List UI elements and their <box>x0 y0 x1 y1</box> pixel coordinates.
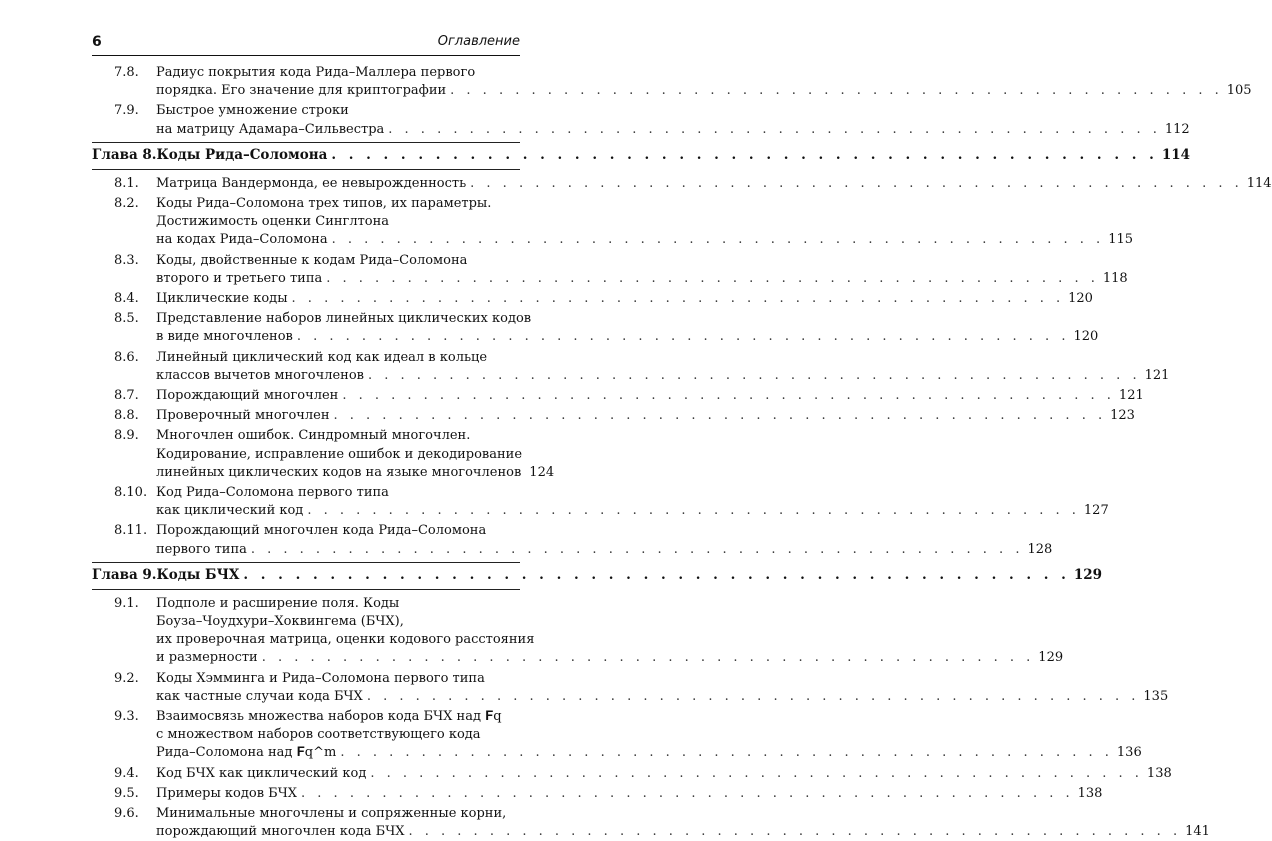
section-title: Многочлен ошибок. Синдромный многочлен. <box>156 428 471 444</box>
leader-dots: . . . . . . . . . . . . . . . . . . . . . . . . . . . . . . . . . . . . . . . . . . . . . . . . <box>296 329 1070 345</box>
section-page: 105 <box>1226 83 1252 99</box>
section-number: 9.1. <box>114 595 139 611</box>
toc-entry-row <box>0 175 1272 193</box>
toc-entry-row <box>0 349 600 367</box>
section-title: Радиус покрытия кода Рида–Маллера первого <box>156 65 476 80</box>
section-title: Боуза–Чоудхури–Хоквингема (БЧХ), <box>156 614 404 629</box>
section-title-line <box>156 688 1169 706</box>
section-page: 120 <box>1073 329 1099 345</box>
leader-dots: . . . . . . . . . . . . . . . . . . . . . . . . . . . . . . . . . . . . . . . . . . . . . . . . <box>340 745 1113 761</box>
section-title: Примеры кодов БЧХ <box>156 785 298 801</box>
section-title: Коды, двойственные к кодам Рида–Соломона <box>156 252 468 268</box>
toc-entry-row <box>0 290 1093 308</box>
section-title-line <box>156 541 1053 559</box>
leader-dots: . . . . . . . . . . . . . . . . . . . . . . . . . . . . . . . . . . . . . . . . . . . . . . . . <box>450 83 1223 99</box>
section-title-line <box>156 464 555 482</box>
section-title: второго и третьего типа <box>156 270 323 286</box>
section-title: Подполе и расширение поля. Коды <box>156 595 400 611</box>
toc-entry-row <box>0 708 600 726</box>
leader-dots: . . . . . . . . . . . . . . . . . . . . . . . . . . . . . . . . . . . . . . . . . . . . . . . . <box>331 232 1105 248</box>
section-number: 8.8. <box>114 408 139 424</box>
section-title: классов вычетов многочленов <box>156 367 364 383</box>
section-page: 124 <box>529 464 555 480</box>
section-title-line <box>156 823 1210 841</box>
leader-dots: . . . . . . . . . . . . . . . . . . . . . . . . . . . . . . . . . . . . . . . . . . . . . . . . <box>243 566 1070 583</box>
section-title: порождающий многочлен кода БЧХ <box>156 824 405 840</box>
chapter-label: Глава 8. <box>92 146 157 163</box>
section-title: Минимальные многочлены и сопряженные корни, <box>156 806 507 821</box>
toc-entry-row <box>0 82 1252 100</box>
toc-entry-row <box>0 464 600 482</box>
chapter-line <box>92 566 1103 584</box>
section-number: 9.2. <box>114 670 139 686</box>
section-page: 127 <box>1083 503 1109 519</box>
section-title: Коды Рида–Соломона трех типов, их параметры. <box>156 196 492 211</box>
section-page: 118 <box>1102 270 1128 286</box>
section-title: Циклические коды <box>156 291 288 306</box>
section-page: 120 <box>1068 291 1093 306</box>
chapter-separator <box>92 589 520 590</box>
toc-entry-row <box>0 387 1144 405</box>
section-page: 121 <box>1144 367 1170 383</box>
section-number: 8.5. <box>114 311 139 327</box>
section-title-line <box>156 121 1190 139</box>
toc-entry-row <box>0 64 600 82</box>
section-title-line <box>156 270 1128 288</box>
chapter-row <box>0 146 1191 164</box>
toc-entry-row <box>0 231 1134 249</box>
toc-entry-row <box>0 427 600 445</box>
section-number: 8.1. <box>114 175 139 191</box>
section-number: 8.4. <box>114 291 139 306</box>
section-number: 8.6. <box>114 349 139 365</box>
section-title: порядка. Его значение для криптографии <box>156 83 447 99</box>
section-title: линейных циклических кодов на языке многочленов <box>156 464 522 480</box>
section-title: первого типа <box>156 541 247 557</box>
section-title-line <box>156 744 1142 762</box>
chapter-title: Коды БЧХ <box>156 566 240 583</box>
section-number: 8.11. <box>114 523 148 539</box>
chapter-row <box>0 566 1103 584</box>
section-number: 9.4. <box>114 765 139 781</box>
section-title: Представление наборов линейных циклических кодов <box>156 311 532 327</box>
section-title-line <box>156 328 1099 346</box>
section-title: на кодах Рида–Соломона <box>156 232 328 248</box>
leader-dots: . . . . . . . . . . . . . . . . . . . . . . . . . . . . . . . . . . . . . . . . . . . . . . . . <box>388 121 1161 137</box>
toc-entry-row <box>0 102 600 120</box>
leader-dots: . . . . . . . . . . . . . . . . . . . . . . . . . . . . . . . . . . . . . . . . . . . . . . . . <box>408 824 1182 840</box>
section-title-line <box>156 765 1172 783</box>
section-title-line <box>156 502 1109 520</box>
leader-dots: . . . . . . . . . . . . . . . . . . . . . . . . . . . . . . . . . . . . . . . . . . . . . . . . <box>368 367 1141 383</box>
chapter-line <box>92 146 1191 164</box>
toc-entry-row <box>0 502 1109 520</box>
section-page: 121 <box>1118 388 1144 403</box>
toc-entry-row <box>0 328 1099 346</box>
chapter-title: Коды Рида–Соломона <box>156 146 328 163</box>
toc-entry-row <box>0 252 600 270</box>
toc-entry-row <box>0 407 1135 425</box>
leader-dots: . . . . . . . . . . . . . . . . . . . . . . . . . . . . . . . . . . . . . . . . . . . . . . . . <box>301 785 1074 801</box>
section-page: 136 <box>1116 745 1142 761</box>
leader-dots: . . . . . . . . . . . . . . . . . . . . . . . . . . . . . . . . . . . . . . . . . . . . . . . . <box>307 503 1080 519</box>
section-number: 8.3. <box>114 252 139 268</box>
chapter-label: Глава 9. <box>92 566 157 583</box>
section-page: 112 <box>1164 121 1190 137</box>
section-title: в виде многочленов <box>156 329 293 345</box>
toc-entry-row <box>0 649 1064 667</box>
leader-dots: . . . . . . . . . . . . . . . . . . . . . . . . . . . . . . . . . . . . . . . . . . . . . . . . <box>291 291 1065 306</box>
section-title-line <box>156 387 1144 405</box>
toc-entry-row <box>0 310 600 328</box>
section-title-line <box>156 649 1064 667</box>
toc-entry-row <box>0 446 600 464</box>
toc-entry-row <box>0 785 1103 803</box>
chapter-page: 129 <box>1073 566 1103 583</box>
section-page: 138 <box>1146 765 1172 781</box>
toc-entry-row <box>0 522 600 540</box>
section-title: их проверочная матрица, оценки кодового расстояния <box>156 632 535 648</box>
section-number: 7.9. <box>114 103 139 119</box>
section-number: 8.2. <box>114 196 139 211</box>
section-page: 115 <box>1108 232 1134 248</box>
section-page: 135 <box>1143 688 1169 704</box>
section-number: 8.10. <box>114 485 148 500</box>
section-page: 141 <box>1185 824 1210 840</box>
section-title-line <box>156 407 1135 425</box>
leader-dots: . . . . . . . . . . . . . . . . . . . . . . . . . . . . . . . . . . . . . . . . . . . . . . . . <box>261 650 1035 666</box>
toc-entry-row <box>0 121 1190 139</box>
section-page: 138 <box>1077 785 1103 801</box>
section-title: Коды Хэмминга и Рида–Соломона первого типа <box>156 670 485 686</box>
leader-dots: . . . . . . . . . . . . . . . . . . . . . . . . . . . . . . . . . . . . . . . . . . . . . . . . <box>370 765 1143 781</box>
section-title: как циклический код <box>156 503 304 519</box>
section-number: 9.5. <box>114 785 139 801</box>
section-title: Достижимость оценки Синглтона <box>156 214 390 230</box>
section-title: Порождающий многочлен <box>156 388 339 403</box>
toc-entry-row <box>0 270 1128 288</box>
toc-entry-row <box>0 765 1172 783</box>
section-title: с множеством наборов соответствующего кода <box>156 727 481 743</box>
section-title-line <box>156 290 1093 308</box>
page-number: 6 <box>92 34 102 50</box>
chapter-page: 114 <box>1161 146 1191 163</box>
section-title: Матрица Вандермонда, ее невырожденность <box>156 175 467 191</box>
toc-entry-row <box>0 631 600 649</box>
toc-entry-row <box>0 688 1169 706</box>
chapter-separator <box>92 562 520 563</box>
leader-dots: . . . . . . . . . . . . . . . . . . . . . . . . . . . . . . . . . . . . . . . . . . . . . . . . <box>342 388 1115 403</box>
toc-entry-row <box>0 805 600 823</box>
leader-dots: . . . . . . . . . . . . . . . . . . . . . . . . . . . . . . . . . . . . . . . . . . . . . . . . <box>366 688 1140 704</box>
section-title: Код Рида–Соломона первого типа <box>156 485 389 500</box>
leader-dots: . . . . . . . . . . . . . . . . . . . . . . . . . . . . . . . . . . . . . . . . . . . . . . . . <box>470 175 1243 191</box>
section-page: 114 <box>1246 175 1272 191</box>
section-number: 9.6. <box>114 806 139 821</box>
toc-entry-row <box>0 484 600 502</box>
section-title: Код БЧХ как циклический код <box>156 765 367 781</box>
section-page: 129 <box>1038 650 1064 666</box>
chapter-separator <box>92 169 520 170</box>
leader-dots: . . . . . . . . . . . . . . . . . . . . . . . . . . . . . . . . . . . . . . . . . . . . . . . . <box>250 541 1024 557</box>
section-title: Быстрое умножение строки <box>156 103 349 119</box>
section-page: 123 <box>1110 408 1135 424</box>
leader-dots: . . . . . . . . . . . . . . . . . . . . . . . . . . . . . . . . . . . . . . . . . . . . . . . . <box>326 270 1099 286</box>
section-title: на матрицу Адамара–Сильвестра <box>156 121 385 137</box>
toc-entry-row <box>0 670 600 688</box>
section-title: Проверочный многочлен <box>156 408 330 424</box>
toc-entry-row <box>0 726 600 744</box>
section-title: Линейный циклический код как идеал в кольце <box>156 349 488 365</box>
running-title: Оглавление <box>437 34 520 49</box>
toc-entry-row <box>0 823 1210 841</box>
section-number: 8.7. <box>114 388 139 403</box>
section-title: и размерности <box>156 650 258 666</box>
section-title-line <box>156 785 1103 803</box>
section-title-line <box>156 367 1170 385</box>
section-title: Рида–Соломона над 𝐅q^m <box>156 745 337 761</box>
toc-entry-row <box>0 213 600 231</box>
section-number: 9.3. <box>114 709 139 724</box>
chapter-separator <box>92 142 520 143</box>
section-title: как частные случаи кода БЧХ <box>156 688 363 704</box>
toc-entry-row <box>0 613 600 631</box>
toc-entry-row <box>0 744 1142 762</box>
section-title-line <box>156 231 1134 249</box>
leader-dots: . . . . . . . . . . . . . . . . . . . . . . . . . . . . . . . . . . . . . . . . . . . . . . . . <box>331 146 1158 163</box>
leader-dots: . . . . . . . . . . . . . . . . . . . . . . . . . . . . . . . . . . . . . . . . . . . . . . . . <box>333 408 1107 424</box>
section-number: 7.8. <box>114 65 139 80</box>
section-title: Взаимосвязь множества наборов кода БЧХ над 𝐅q <box>156 709 502 724</box>
section-title: Порождающий многочлен кода Рида–Соломона <box>156 523 487 539</box>
section-title-line <box>156 82 1252 100</box>
toc-entry-row <box>0 195 600 213</box>
section-title-line <box>156 175 1272 193</box>
section-page: 128 <box>1027 541 1053 557</box>
toc-entry-row <box>0 367 1170 385</box>
section-title: Кодирование, исправление ошибок и декодирование <box>156 446 523 462</box>
toc-entry-row <box>0 541 1053 559</box>
toc-entry-row <box>0 595 600 613</box>
section-number: 8.9. <box>114 428 139 444</box>
